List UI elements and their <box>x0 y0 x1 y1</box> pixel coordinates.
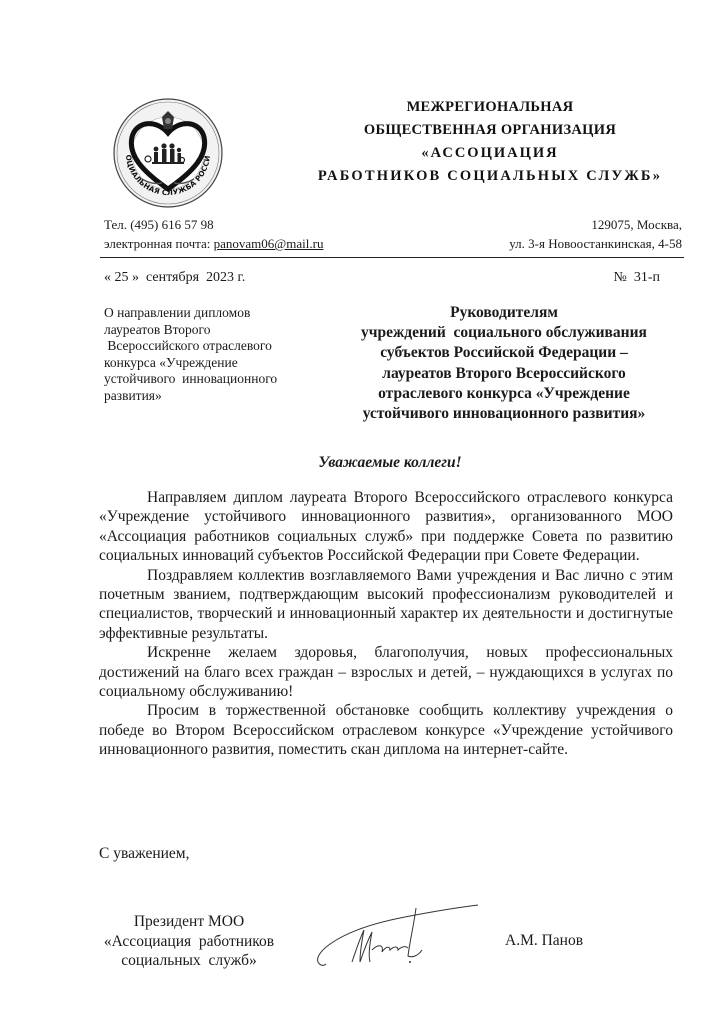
org-line: МЕЖРЕГИОНАЛЬНАЯ <box>406 99 574 115</box>
letter-date: « 25 » сентября 2023 г. <box>104 270 246 285</box>
addressee-line: лауреатов Второго Всероссийского <box>382 364 626 382</box>
letterhead-divider <box>100 257 684 258</box>
body-paragraph: Направляем диплом лауреата Второго Всероссийского отраслевого конкурса «Учреждение устойчивого инновационного развития», организованного МОО «Ассоциация работников социальных служб» при поддержке Совета по развитию социальных инноваций субъектов Российской Федерации при Совете Федерации. <box>99 489 673 565</box>
body-paragraph: Просим в торжественной обстановке сообщить коллективу учреждения о победе во Втором Всероссийском отраслевом конкурсе «Учреждение устойчивого инновационного развития, поместить скан диплома на интернет-сайте. <box>99 702 673 759</box>
contact-info <box>104 215 323 253</box>
organization-name <box>280 96 700 188</box>
signatory-name: А.М. Панов <box>505 932 584 949</box>
body-paragraph: Искренне желаем здоровья, благополучия, новых профессиональных достижений на благо всех граждан – взрослых и детей, – нуждающихся в услугах по социальному обслуживанию! <box>99 644 673 701</box>
signatory-title-line: Президент МОО <box>133 913 245 930</box>
letter-number: № 31-п <box>613 270 660 285</box>
letter-body <box>99 488 673 760</box>
subject-line: лауреатов Второго <box>104 321 211 337</box>
subject-line: развития» <box>104 387 162 403</box>
organization-logo <box>112 97 224 209</box>
signatory-title-line: социальных служб» <box>121 952 257 969</box>
closing-phrase: С уважением, <box>99 845 190 862</box>
postal-address <box>509 215 682 253</box>
addressee-line: Руководителям <box>450 304 558 321</box>
email-line <box>104 234 323 253</box>
salutation: Уважаемые коллеги! <box>318 454 462 471</box>
email-link[interactable]: panovam06@mail.ru <box>213 236 324 251</box>
org-line: «АССОЦИАЦИЯ <box>421 145 559 161</box>
addressee-line: учреждений социального обслуживания <box>361 324 647 342</box>
addressee-block <box>322 303 686 424</box>
handwritten-signature <box>310 900 485 970</box>
signature-icon <box>310 900 485 970</box>
addressee-line: отраслевого конкурса «Учреждение <box>378 384 630 402</box>
email-label: электронная почта: <box>104 236 214 251</box>
addressee-line: субъектов Российской Федерации – <box>380 344 628 362</box>
org-line: РАБОТНИКОВ СОЦИАЛЬНЫХ СЛУЖБ» <box>317 168 663 184</box>
subject-line: устойчивого инновационного <box>104 371 278 386</box>
addressee-line: устойчивого инновационного развития» <box>362 405 646 423</box>
signatory-title-line: «Ассоциация работников <box>103 932 275 950</box>
emblem-icon <box>112 97 224 209</box>
org-line: ОБЩЕСТВЕННАЯ ОРГАНИЗАЦИЯ <box>363 122 617 138</box>
body-paragraph: Поздравляем коллектив возглавляемого Вами учреждения и Вас лично с этим почетным званием, подтверждающим высокий профессионализм руководителей и специалистов, творческий и инновационный характер их деятельности и достигнутые эффективные результаты. <box>99 566 673 642</box>
subject-line: О направлении дипломов <box>104 305 251 320</box>
signatory-title <box>96 912 282 971</box>
address-line: 129075, Москва, <box>591 217 682 232</box>
subject-line: конкурса «Учреждение <box>104 354 238 370</box>
svg-text:СОЦИАЛЬНАЯ СЛУЖБА РОССИИ: ОЦИАЛЬНАЯ СЛУЖБА РОССИ <box>123 154 213 198</box>
subject-line: Всероссийского отраслевого <box>104 338 272 353</box>
letter-subject <box>104 305 304 404</box>
address-line: ул. 3-я Новоостанкинская, 4-58 <box>509 236 682 251</box>
phone-number: Тел. (495) 616 57 98 <box>104 217 214 232</box>
